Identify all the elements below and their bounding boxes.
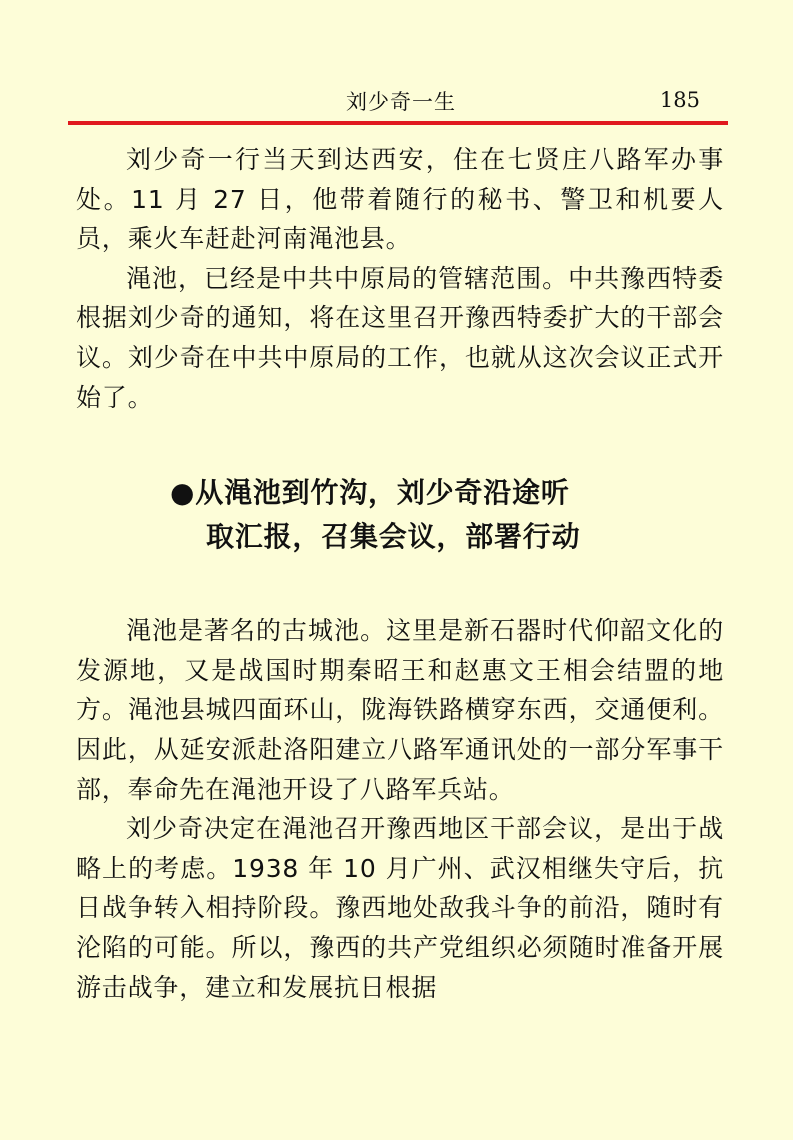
running-title: 刘少奇一生 [346,90,456,114]
section-spacer [76,417,724,471]
paragraph: 渑池，已经是中共中原局的管辖范围。中共豫西特委根据刘少奇的通知，将在这里召开豫西特委扩大的干部会议。刘少奇在中共中原局的工作，也就从这次会议正式开始了。 [76,263,724,412]
section-heading [76,471,724,559]
section-spacer [76,559,724,611]
page-body [76,140,724,1007]
section-heading-line-2: 取汇报，召集会议，部署行动 [206,520,581,554]
page-header [68,82,728,122]
paragraph: 渑池是著名的古城池。这里是新石器时代仰韶文化的发源地，又是战国时期秦昭王和赵惠文王相会结盟的地方。渑池县城四面环山，陇海铁路横穿东西，交通便利。因此，从延安派赴洛阳建立八路军通讯处的一部分军事干部，奉命先在渑池开设了八路军兵站。 [76,616,724,804]
page-number: 185 [659,88,700,112]
header-rule [68,121,728,125]
section-heading-line-1: ●从渑池到竹沟，刘少奇沿途听 [170,476,570,510]
paragraph: 刘少奇决定在渑池召开豫西地区干部会议，是出于战略上的考虑。1938 年 10 月广州、武汉相继失守后，抗日战争转入相持阶段。豫西地处敌我斗争的前沿，随时有沦陷的可能。所以，豫西的共产党组织必须随时准备开展游击战争，建立和发展抗日根据 [76,814,724,1002]
paragraph: 刘少奇一行当天到达西安，住在七贤庄八路军办事处。11 月 27 日，他带着随行的秘书、警卫和机要人员，乘火车赶赴河南渑池县。 [76,145,724,254]
